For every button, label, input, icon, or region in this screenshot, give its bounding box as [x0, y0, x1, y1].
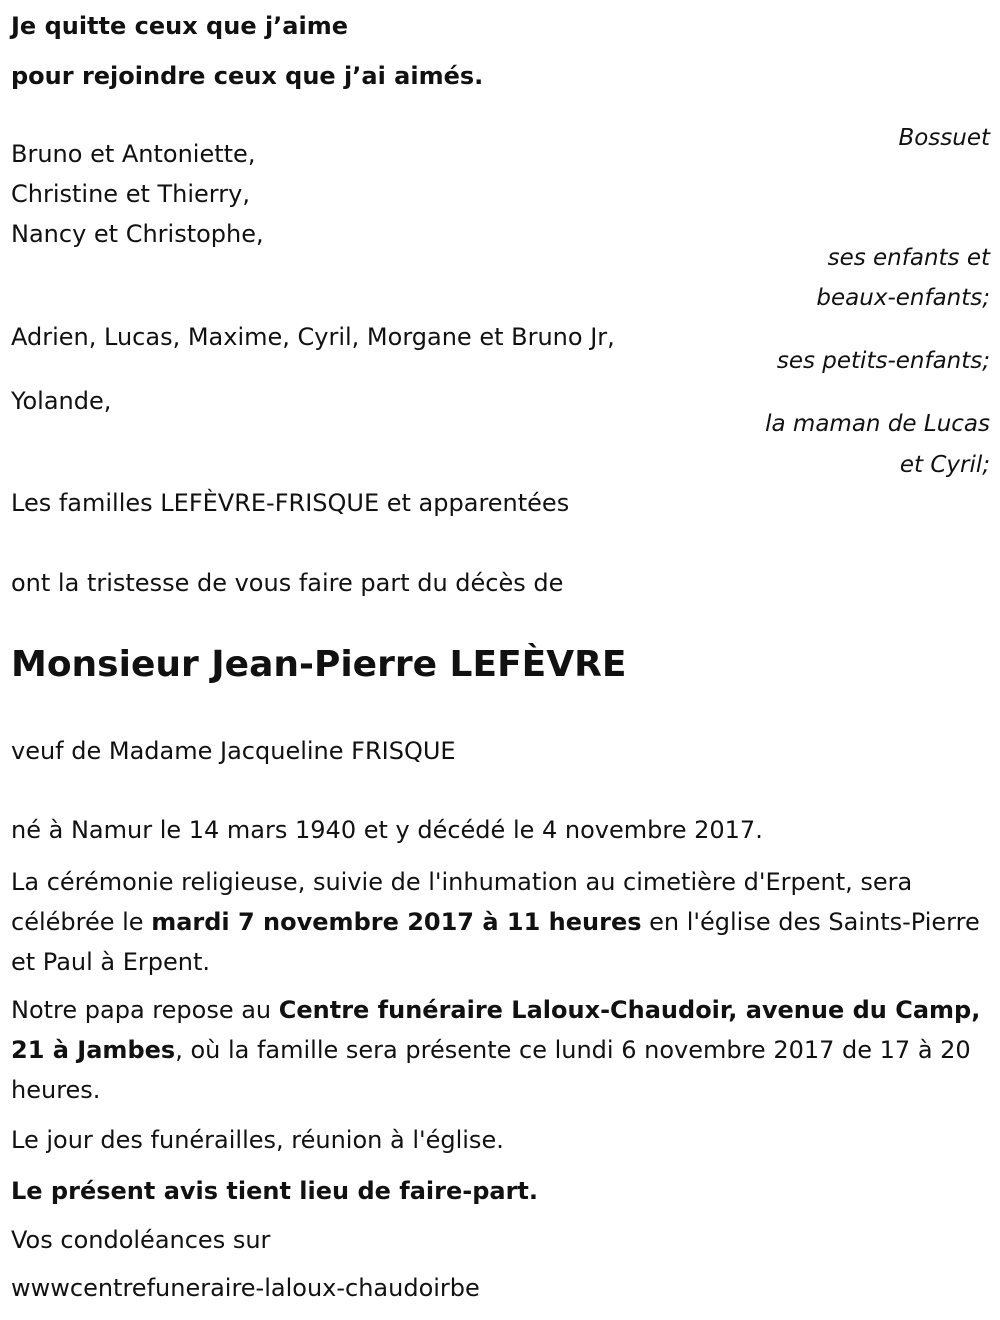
child-name: Christine et Thierry,: [11, 180, 250, 208]
grandchildren-names: Adrien, Lucas, Maxime, Cyril, Morgane et Bruno Jr,: [11, 323, 615, 351]
deceased-name: Monsieur Jean-Pierre LEFÈVRE: [11, 644, 627, 685]
children-role-line-1: ses enfants et: [827, 245, 990, 271]
funeral-center-address: Centre funéraire Laloux-Chaudoir, avenue du Camp, 21 à Jambes: [11, 996, 981, 1064]
quote-author: Bossuet: [898, 125, 990, 151]
widower-line: veuf de Madame Jacqueline FRISQUE: [11, 737, 456, 765]
birth-death-line: né à Namur le 14 mars 1940 et y décédé le 4 novembre 2017.: [11, 816, 763, 844]
announcement-line: ont la tristesse de vous faire part du décès de: [11, 569, 564, 597]
child-name: Bruno et Antoniette,: [11, 140, 256, 168]
children-role-line-2: beaux-enfants;: [816, 285, 990, 311]
quote-line-1: Je quitte ceux que j’aime: [11, 12, 349, 40]
condolences-line: Vos condoléances sur: [11, 1226, 271, 1254]
repose-text-2: , où la famille sera présente ce lundi 6 novembre 2017 de 17 à 20 heures.: [11, 1036, 971, 1104]
ceremony-date: mardi 7 novembre 2017 à 11 heures: [151, 908, 642, 936]
families-line: Les familles LEFÈVRE-FRISQUE et apparentées: [11, 489, 570, 517]
yolande-name: Yolande,: [11, 387, 112, 415]
grandchildren-role: ses petits-enfants;: [776, 348, 990, 374]
website-link[interactable]: wwwcentrefuneraire-laloux-chaudoirbe: [11, 1274, 480, 1302]
quote-line-2: pour rejoindre ceux que j’ai aimés.: [11, 62, 484, 90]
repose-text-1: Notre papa repose au: [11, 996, 279, 1024]
ceremony-paragraph: [11, 862, 991, 982]
funeral-day-line: Le jour des funérailles, réunion à l'église.: [11, 1126, 504, 1154]
yolande-role-line-1: la maman de Lucas: [765, 411, 990, 437]
child-name: Nancy et Christophe,: [11, 220, 264, 248]
repose-paragraph: [11, 990, 991, 1110]
notice-line: Le présent avis tient lieu de faire-part.: [11, 1177, 539, 1205]
ceremony-text-2: en l'église des Saints-Pierre et Paul à Erpent.: [11, 908, 980, 976]
ceremony-text-1: La cérémonie religieuse, suivie de l'inhumation au cimetière d'Erpent, sera célébrée le: [11, 868, 913, 936]
yolande-role-line-2: et Cyril;: [899, 452, 990, 478]
